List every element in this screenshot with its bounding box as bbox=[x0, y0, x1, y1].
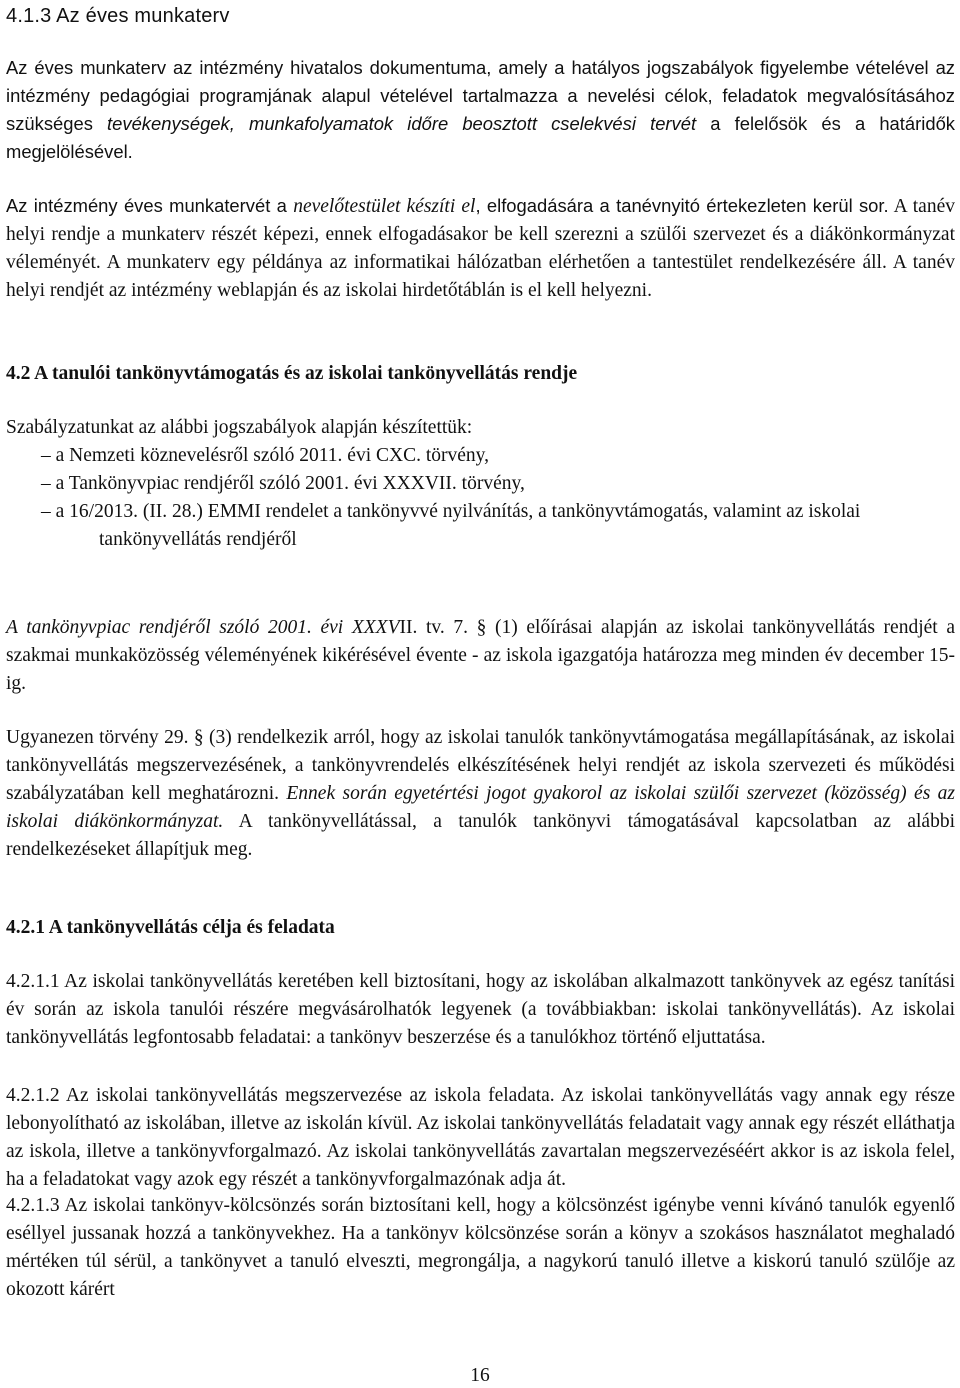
page-number: 16 bbox=[470, 1365, 490, 1386]
list-item: – a Nemzeti köznevelésről szóló 2011. évi CXC. törvény, bbox=[6, 442, 946, 470]
text-run: a felelősök és a határidők megjelölésével. bbox=[6, 113, 955, 162]
emphasis-run: Ennek során egyetértési jogot gyakorol az iskolai szülői szervezet (közösség) és az iskolai diákönkormányzat. bbox=[6, 783, 955, 832]
list-item: – a Tankönyvpiac rendjéről szóló 2001. évi XXXVII. törvény, bbox=[6, 470, 946, 498]
section-heading-4-2-1: 4.2.1 A tankönyvellátás célja és feladata bbox=[6, 917, 335, 938]
text-run: A tanév helyi rendjét az intézmény weblapján és az iskolai hirdetőtáblán is el kell helyezni. bbox=[6, 252, 955, 301]
section-heading-4-1-3: 4.1.3 Az éves munkaterv bbox=[6, 5, 230, 27]
paragraph-4-2-1-2: 4.2.1.2 Az iskolai tankönyvellátás megszervezése az iskola feladata. Az iskolai tankönyvellátás vagy annak egy része lebonyolítható az iskolában, illetve az iskolán kívül. Az iskolai tankönyvellátás feladatait vagy annak egy részét elláthatja az iskola, illetve a tankönyvforgalmazó. Az iskolai tankönyvellátás zavartalan megszervezéséért akkor is az iskola felel, ha a feladatokat vagy azok egy részét a tankönyvforgalmazónak adja át. bbox=[6, 1085, 955, 1190]
paragraph-4-2-1-3: 4.2.1.3 Az iskolai tankönyv-kölcsönzés során biztosítani kell, hogy a kölcsönzést igénybe venni kívánó tanulók egyenlő eséllyel jussanak hozzá a tankönyvekhez. Ha a tankönyv kölcsönzése során a könyv a szokásos használatot meghaladó mértéken túl sérül, a tankönyvet a tanuló elveszti, megrongálja, a nagykorú tanuló illetve a kiskorú tanuló szülője az okozott kárért bbox=[6, 1195, 955, 1300]
paragraph-same-act bbox=[6, 724, 955, 864]
text-run: , elfogadására a tanévnyitó értekezleten kerül sor. bbox=[475, 195, 889, 216]
paragraph-4-2-1-1: 4.2.1.1 Az iskolai tankönyvellátás keretében kell biztosítani, hogy az iskolában alkalmazott tankönyvek az egész tanítási év során az iskola tanulói részére megvásárolhatók legyenek (a továbbiakban: iskolai tankönyvellátás). Az iskolai tankönyvellátás legfontosabb feladatai: a tankönyv beszerzése és a tanulókhoz történő eljuttatása. bbox=[6, 971, 955, 1048]
text-run: Az intézmény éves munkatervét a bbox=[6, 195, 294, 216]
paragraph-annual-plan-definition bbox=[6, 54, 955, 166]
paragraph-annual-plan-approval bbox=[6, 192, 955, 305]
paragraph-textbook-act bbox=[6, 614, 955, 698]
text-run: A tankönyvellátással, a tanulók tankönyvi támogatásával kapcsolatban az alábbi rendelkezéseket állapítjuk meg. bbox=[6, 811, 955, 860]
emphasis-run: tevékenységek, munkafolyamatok időre beosztott cselekvési tervét bbox=[107, 113, 697, 134]
text-run: Az éves munkaterv az intézmény hivatalos dokumentuma, amely a hatályos jogszabályok figyelembe vételével az intézmény pedagógiai programjának alapul vételével tartalmazza a nevelési célok, feladatok megvalósításához szükséges bbox=[6, 57, 955, 134]
text-run: Ugyanezen törvény 29. § (3) rendelkezik arról, hogy az iskolai tanulók tankönyvtámogatása megállapításának, az iskolai tankönyvellátás megszervezésének, a tankönyvrendelés elkészítésének helyi rendjét az iskola szervezeti és működési szabályzatában kell meghatározni. bbox=[6, 727, 955, 804]
section-heading-4-2: 4.2 A tanulói tankönyvtámogatás és az iskolai tankönyvellátás rendje bbox=[6, 363, 578, 384]
legal-basis-list bbox=[6, 442, 946, 554]
text-run: A tanév helyi rendje a munkaterv részét képezi, ennek elfogadásakor be kell szerezni a szülői szervezet és a diákönkormányzat véleményét. bbox=[6, 196, 955, 273]
list-item: – a 16/2013. (II. 28.) EMMI rendelet a tankönyvvé nyilvánítás, a tankönyvtámogatás, valamint az iskolai tankönyvellátás rendjéről bbox=[6, 498, 946, 554]
emphasis-run: A tankönyvpiac rendjéről szóló 2001. évi XXXV bbox=[6, 617, 400, 638]
emphasis-run: nevelőtestület készíti el bbox=[293, 196, 476, 217]
text-run: II. tv. 7. § (1) előírásai alapján az iskolai tankönyvellátás rendjét a szakmai munkaközösség véleményének kikérésével évente - az iskola igazgatója határozza meg minden év december 15-ig. bbox=[6, 617, 955, 694]
text-run: A munkaterv egy példánya az informatikai hálózatban elérhetően a tantestület rendelkezésére áll. bbox=[100, 252, 887, 273]
legal-basis-intro: Szabályzatunkat az alábbi jogszabályok alapján készítettük: bbox=[6, 417, 473, 438]
